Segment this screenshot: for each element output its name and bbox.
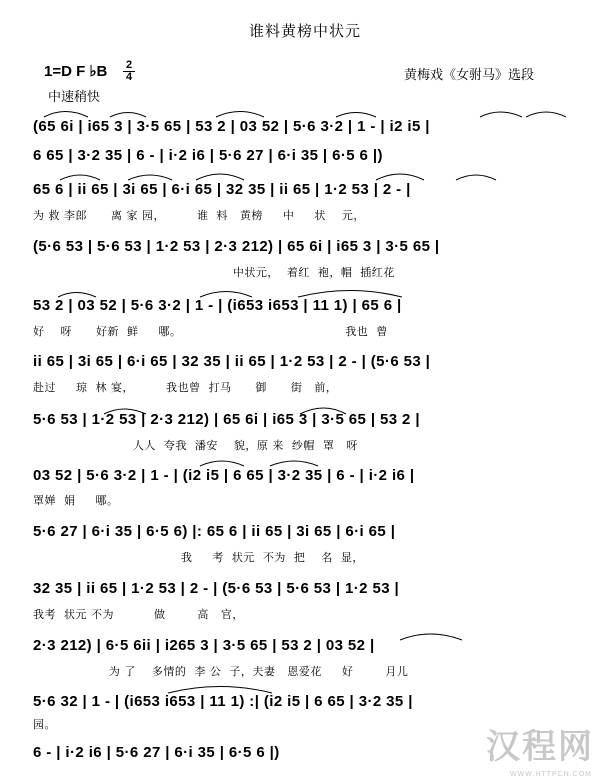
meter-top: 2 bbox=[125, 59, 133, 71]
slur bbox=[270, 461, 318, 466]
song-title: 谁料黄榜中状元 bbox=[248, 22, 361, 40]
slur bbox=[336, 113, 376, 118]
tempo-marking: 中速稍快 bbox=[48, 90, 101, 105]
watermark-logo: 汉程网 bbox=[486, 727, 594, 767]
slur bbox=[110, 113, 146, 118]
notation-line: 5·6 27 | 6·i 35 | 6·5 6) |: 65 6 | ii 65 | 3i 65 | 6·i 65 | bbox=[33, 523, 396, 540]
notation-line: 03 52 | 5·6 3·2 | 1 - | (i2 i5 | 6 65 | 3·2 35 | 6 - | i·2 i6 | bbox=[33, 467, 415, 484]
lyric-line: 我考 状元 不为 做 高 官， bbox=[33, 608, 244, 621]
lyric-line: 中状元， 着红 袍，帽 插红花 bbox=[33, 266, 395, 279]
notation-line: 5·6 32 | 1 - | (i653 i653 | 11 1) :| (i2 i5 | 6 65 | 3·2 35 | bbox=[33, 693, 413, 710]
slur bbox=[44, 112, 88, 118]
slur bbox=[526, 112, 566, 117]
lyric-line: 罩婵 娟 哪。 bbox=[33, 494, 119, 507]
flat-sign: ♭B bbox=[89, 63, 108, 80]
lyric-line: 好 呀 好新 鲜 哪。 我也 曾 bbox=[33, 325, 388, 338]
slur bbox=[200, 461, 244, 466]
lyric-line: 园。 bbox=[33, 718, 56, 731]
slur bbox=[128, 175, 172, 180]
notation-line: ii 65 | 3i 65 | 6·i 65 | 32 35 | ii 65 | 1·2 53 | 2 - | (5·6 53 | bbox=[33, 353, 431, 370]
lyric-line: 为 了 多情的 李 公 子，夫妻 恩爱花 好 月儿 bbox=[33, 665, 409, 678]
notation-line: 6 - | i·2 i6 | 5·6 27 | 6·i 35 | 6·5 6 |) bbox=[33, 744, 280, 761]
slur bbox=[376, 174, 424, 180]
lyric-line: 我 考 状元 不为 把 名 显， bbox=[33, 551, 364, 564]
notation-line: (5·6 53 | 5·6 53 | 1·2 53 | 2·3 212) | 65 6i | i65 3 | 3·5 65 | bbox=[33, 238, 440, 255]
slur bbox=[456, 175, 496, 180]
notation-line: 32 35 | ii 65 | 1·2 53 | 2 - | (5·6 53 | 5·6 53 | 1·2 53 | bbox=[33, 580, 400, 597]
slur bbox=[60, 175, 100, 180]
notation-line: 65 6 | ii 65 | 3i 65 | 6·i 65 | 32 35 | ii 65 | 1·2 53 | 2 - | bbox=[33, 181, 411, 198]
lyric-line: 人人 夸我 潘安 貌，原 来 纱帽 罩 呀 bbox=[33, 439, 358, 452]
notation-line: 5·6 53 | 1·2 53 | 2·3 212) | 65 6i | i65 3 | 3·5 65 | 53 2 | bbox=[33, 411, 420, 428]
slur bbox=[480, 112, 522, 117]
notation-line: 2·3 212) | 6·5 6ii | i265 3 | 3·5 65 | 53 2 | 03 52 | bbox=[33, 637, 375, 654]
notation-line: 53 2 | 03 52 | 5·6 3·2 | 1 - | (i653 i653 | 11 1) | 65 6 | bbox=[33, 297, 402, 314]
watermark-url: WWW.HTTPCN.COM bbox=[509, 771, 592, 778]
slur bbox=[196, 174, 244, 180]
key-text: 1=D F bbox=[44, 63, 86, 80]
meter-bottom: 4 bbox=[125, 71, 133, 83]
notation-line: 6 65 | 3·2 35 | 6 - | i·2 i6 | 5·6 27 | 6·i 35 | 6·5 6 |) bbox=[33, 147, 383, 164]
lyric-line: 为 救 李郎 离 家 园， 谁 料 黄榜 中 状 元， bbox=[33, 209, 365, 222]
slur bbox=[216, 112, 264, 118]
source-note: 黄梅戏《女驸马》选段 bbox=[404, 68, 535, 83]
slur bbox=[400, 634, 462, 640]
notation-line: (65 6i | i65 3 | 3·5 65 | 53 2 | 03 52 | 5·6 3·2 | 1 - | i2 i5 | bbox=[33, 118, 430, 135]
lyric-line: 赴过 琼 林 宴， 我也曾 打马 御 街 前， bbox=[33, 381, 338, 394]
